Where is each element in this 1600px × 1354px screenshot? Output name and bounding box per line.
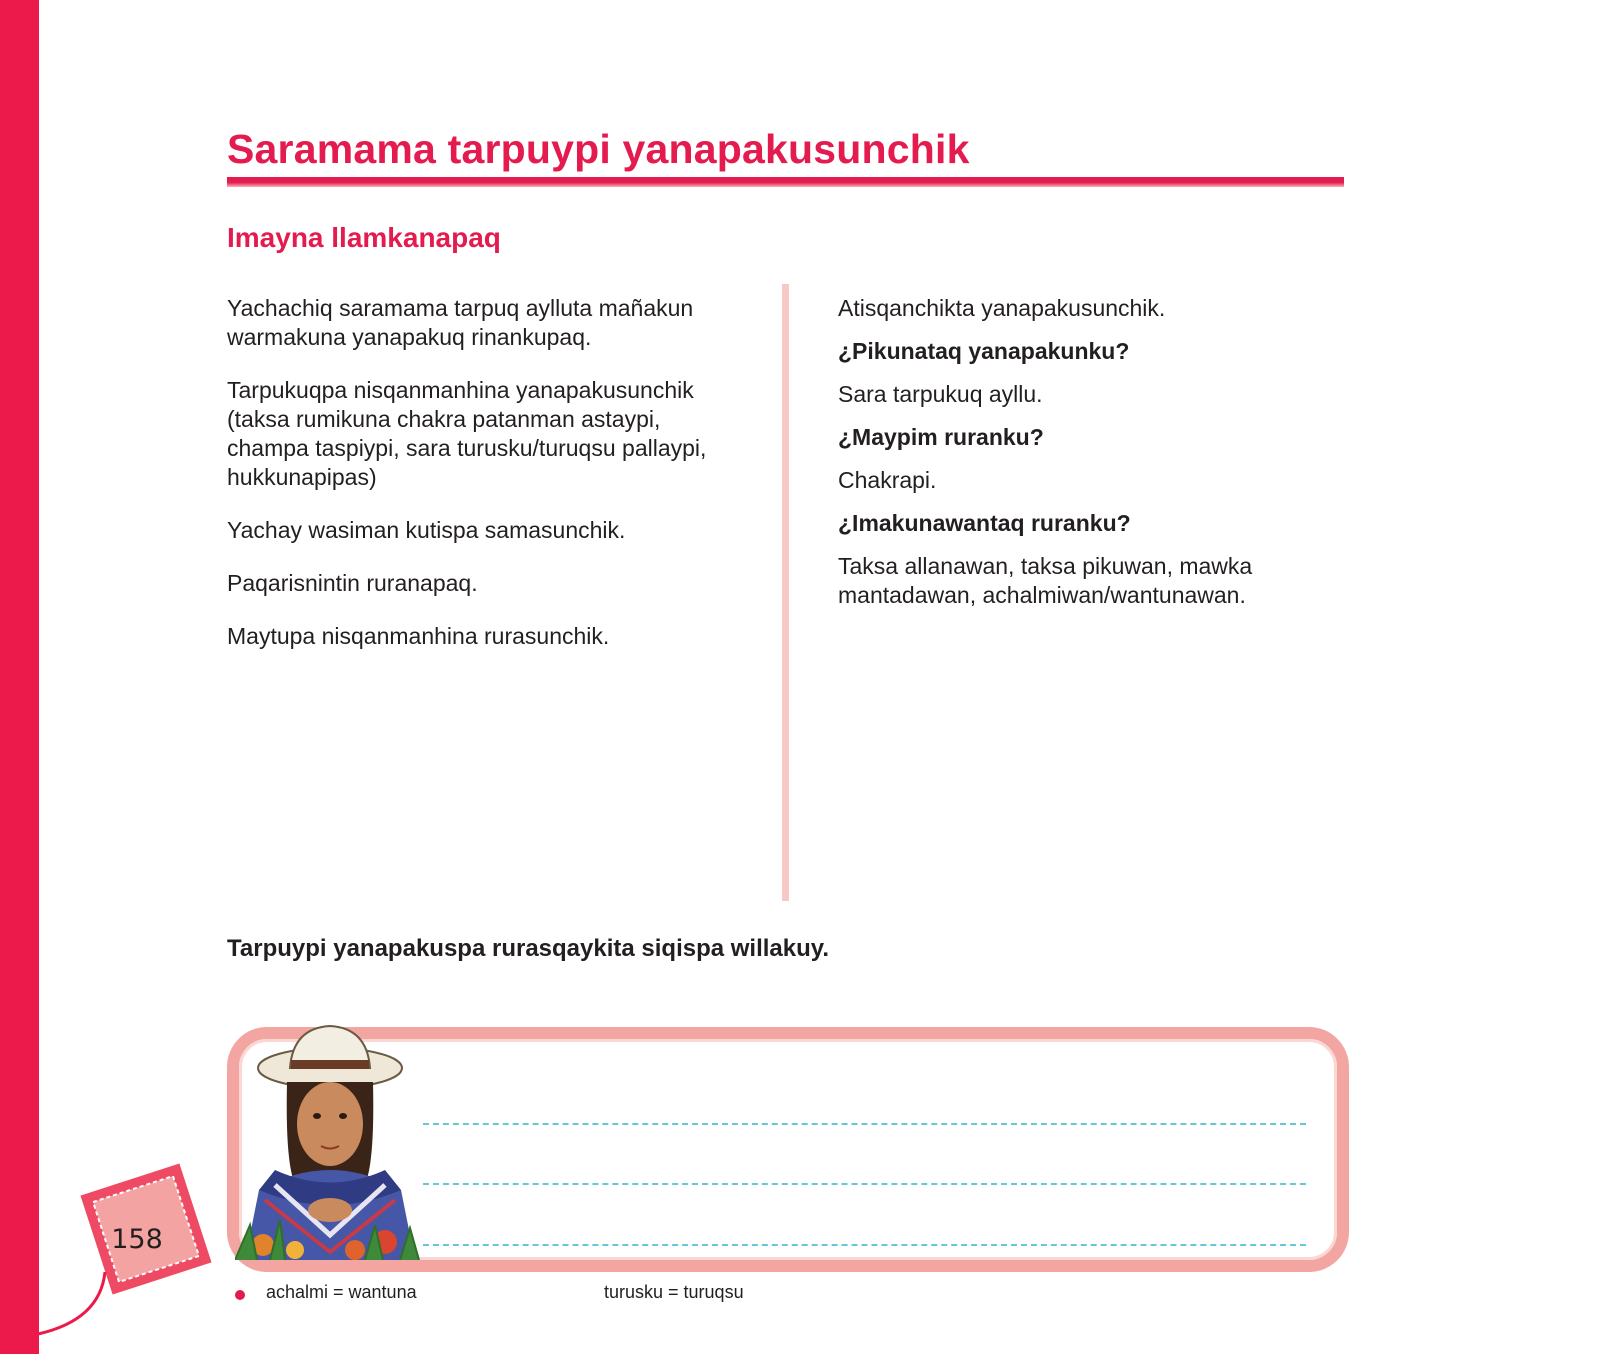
decorative-swoosh: [30, 1270, 120, 1354]
glossary-item-2: turusku = turuqsu: [604, 1282, 744, 1302]
instruction-text: Tarpuypi yanapakuspa rurasqaykita siqispa willakuy.: [227, 935, 830, 962]
column-divider: [782, 284, 789, 901]
writing-line-3[interactable]: [423, 1244, 1306, 1246]
left-paragraph-3: Yachay wasiman kutispa samasunchik.: [227, 517, 626, 543]
right-column: [838, 294, 1358, 624]
left-paragraph-4: Paqarisnintin ruranapaq.: [227, 570, 478, 596]
answer-2: Chakrapi.: [838, 467, 937, 493]
right-intro: Atisqanchikta yanapakusunchik.: [838, 295, 1166, 321]
section-subtitle: Imayna llamkanapaq: [227, 222, 501, 253]
writing-line-1[interactable]: [423, 1123, 1306, 1125]
question-2: ¿Maypim ruranku?: [838, 424, 1044, 450]
answer-1: Sara tarpukuq ayllu.: [838, 381, 1043, 407]
girl-illustration: [235, 1020, 425, 1260]
left-color-band: [0, 0, 39, 1354]
page-title: Saramama tarpuypi yanapakusunchik: [227, 126, 970, 172]
question-1: ¿Pikunataq yanapakunku?: [838, 338, 1130, 364]
left-paragraph-5: Maytupa nisqanmanhina rurasunchik.: [227, 623, 610, 649]
left-column: [227, 294, 747, 675]
page-number: 158: [111, 1224, 163, 1255]
answer-3: Taksa allanawan, taksa pikuwan, mawka mantadawan, achalmiwan/wantunawan.: [838, 553, 1253, 608]
left-paragraph-1: Yachachiq saramama tarpuq aylluta mañakun warmakuna yanapakuq rinankupaq.: [227, 295, 694, 350]
question-3: ¿Imakunawantaq ruranku?: [838, 510, 1131, 536]
glossary-bullet: [235, 1290, 245, 1300]
left-paragraph-2: Tarpukuqpa nisqanmanhina yanapakusunchik (taksa rumikuna chakra patanman astaypi, champa taspiypi, sara turusku/turuqsu pallaypi, hukkunapipas): [227, 377, 707, 490]
writing-line-2[interactable]: [423, 1183, 1306, 1185]
title-underline: [227, 177, 1344, 187]
glossary-item-1: achalmi = wantuna: [266, 1282, 417, 1302]
